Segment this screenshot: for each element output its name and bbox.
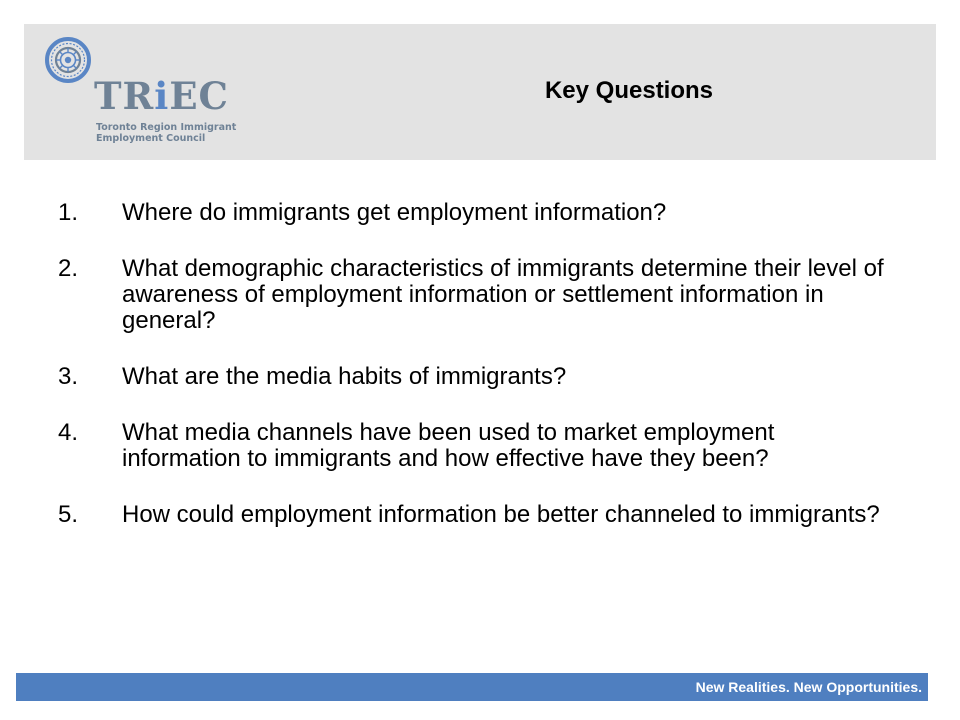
logo-subtitle bbox=[96, 122, 236, 144]
question-text: Where do immigrants get employment information? bbox=[122, 199, 667, 226]
question-number: 4. bbox=[58, 419, 79, 446]
questions-list bbox=[58, 200, 898, 528]
logo-subtitle-line2: Employment Council bbox=[96, 133, 206, 144]
footer-band bbox=[16, 673, 928, 701]
list-item bbox=[58, 502, 898, 528]
logo-subtitle-line1: Toronto Region Immigrant bbox=[96, 122, 237, 133]
question-number: 5. bbox=[58, 501, 79, 528]
question-number: 1. bbox=[58, 199, 79, 226]
triec-emblem-icon bbox=[44, 36, 92, 84]
list-item bbox=[58, 364, 898, 390]
list-item bbox=[58, 200, 898, 226]
question-text: How could employment information be better channeled to immigrants? bbox=[122, 501, 880, 528]
list-item bbox=[58, 420, 898, 472]
question-number: 2. bbox=[58, 255, 79, 282]
question-text: What media channels have been used to market employment information to immigrants and how effective have they been? bbox=[122, 419, 775, 472]
list-item bbox=[58, 256, 898, 334]
triec-logo bbox=[44, 36, 264, 151]
logo-wordmark: TRiEC bbox=[94, 74, 230, 118]
question-text: What are the media habits of immigrants? bbox=[122, 363, 567, 390]
page-title: Key Questions bbox=[544, 77, 714, 104]
question-text: What demographic characteristics of immigrants determine their level of awareness of employment information or settlement information in general? bbox=[122, 255, 884, 334]
header-band bbox=[24, 24, 936, 160]
footer-tagline: New Realities. New Opportunities. bbox=[695, 679, 922, 695]
question-number: 3. bbox=[58, 363, 79, 390]
